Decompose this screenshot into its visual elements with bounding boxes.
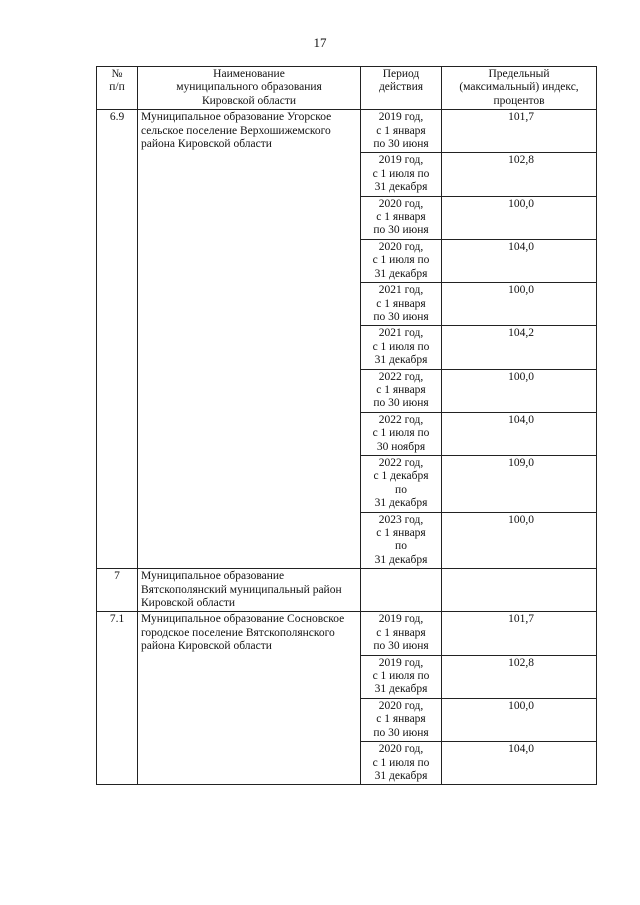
index-value: 100,0	[508, 699, 534, 712]
index-cell	[442, 698, 597, 741]
period-cell	[361, 455, 442, 512]
period-cell	[361, 512, 442, 569]
municipality-name: Муниципальное образование Вятскополянский муниципальный район Кировской области	[138, 569, 361, 612]
period-cell	[361, 110, 442, 153]
period-cell	[361, 569, 442, 612]
row-number: 7	[97, 569, 138, 612]
period-cell	[361, 698, 442, 741]
period-cell	[361, 326, 442, 369]
period-text: 2020 год, с 1 июля по 31 декабря	[372, 240, 430, 280]
period-text: 2020 год, с 1 июля по 31 декабря	[372, 743, 430, 782]
index-cell	[442, 512, 597, 569]
period-cell	[361, 369, 442, 412]
period-text: 2021 год, с 1 июля по 31 декабря	[372, 327, 430, 367]
index-value: 101,7	[508, 613, 534, 626]
index-value: 102,8	[508, 656, 534, 669]
header-period: Период действия	[361, 67, 442, 110]
index-value: 100,0	[508, 197, 534, 210]
index-value: 100,0	[508, 284, 534, 297]
index-cell	[442, 326, 597, 369]
period-text: 2022 год, с 1 июля по 30 ноября	[372, 413, 430, 453]
period-text: 2019 год, с 1 января по 30 июня	[373, 111, 429, 151]
page-number: 17	[313, 35, 327, 50]
period-cell	[361, 196, 442, 239]
index-cell	[442, 153, 597, 196]
index-value: 109,0	[508, 456, 534, 469]
period-cell	[361, 153, 442, 196]
index-table	[96, 66, 597, 785]
index-cell	[442, 569, 597, 612]
period-text: 2019 год, с 1 июля по 31 декабря	[372, 154, 430, 194]
row-number: 6.9	[97, 110, 138, 569]
table-body	[97, 110, 597, 785]
period-text: 2020 год, с 1 января по 30 июня	[373, 699, 429, 739]
period-cell	[361, 742, 442, 785]
table-row	[97, 612, 597, 655]
index-cell	[442, 412, 597, 455]
header-num: № п/п	[97, 67, 138, 110]
index-value: 101,7	[508, 111, 534, 124]
index-cell	[442, 655, 597, 698]
index-value: 102,8	[508, 154, 534, 167]
index-value: 104,0	[508, 413, 534, 426]
table-row	[97, 110, 597, 153]
municipality-name: Муниципальное образование Угорское сельское поселение Верхошижемского района Кировской области	[138, 110, 361, 569]
index-value: 104,0	[508, 240, 534, 253]
header-index: Предельный (максимальный) индекс, процентов	[442, 67, 597, 110]
index-cell	[442, 455, 597, 512]
row-number: 7.1	[97, 612, 138, 785]
index-cell	[442, 239, 597, 282]
period-text: 2019 год, с 1 января по 30 июня	[373, 613, 429, 653]
index-value: 100,0	[508, 370, 534, 383]
period-text: 2021 год, с 1 января по 30 июня	[373, 284, 429, 323]
index-cell	[442, 612, 597, 655]
period-cell	[361, 412, 442, 455]
index-value: 104,0	[508, 743, 534, 756]
period-text: 2023 год, с 1 января по 31 декабря	[374, 513, 428, 566]
period-text: 2022 год, с 1 декабря по 31 декабря	[373, 456, 429, 510]
period-cell	[361, 283, 442, 326]
index-cell	[442, 369, 597, 412]
index-cell	[442, 196, 597, 239]
index-cell	[442, 110, 597, 153]
index-cell	[442, 283, 597, 326]
period-text: 2020 год, с 1 января по 30 июня	[373, 197, 429, 237]
period-text: 2019 год, с 1 июля по 31 декабря	[372, 656, 430, 696]
municipality-name: Муниципальное образование Сосновское городское поселение Вятскополянского района Кировской области	[138, 612, 361, 785]
period-cell	[361, 239, 442, 282]
period-text: 2022 год, с 1 января по 30 июня	[373, 370, 429, 410]
index-value: 100,0	[508, 513, 534, 526]
header-name: Наименование муниципального образования Кировской области	[138, 67, 361, 110]
period-cell	[361, 612, 442, 655]
table-header-row	[97, 67, 597, 110]
index-value: 104,2	[508, 327, 534, 340]
period-cell	[361, 655, 442, 698]
table-row	[97, 569, 597, 612]
index-cell	[442, 742, 597, 785]
